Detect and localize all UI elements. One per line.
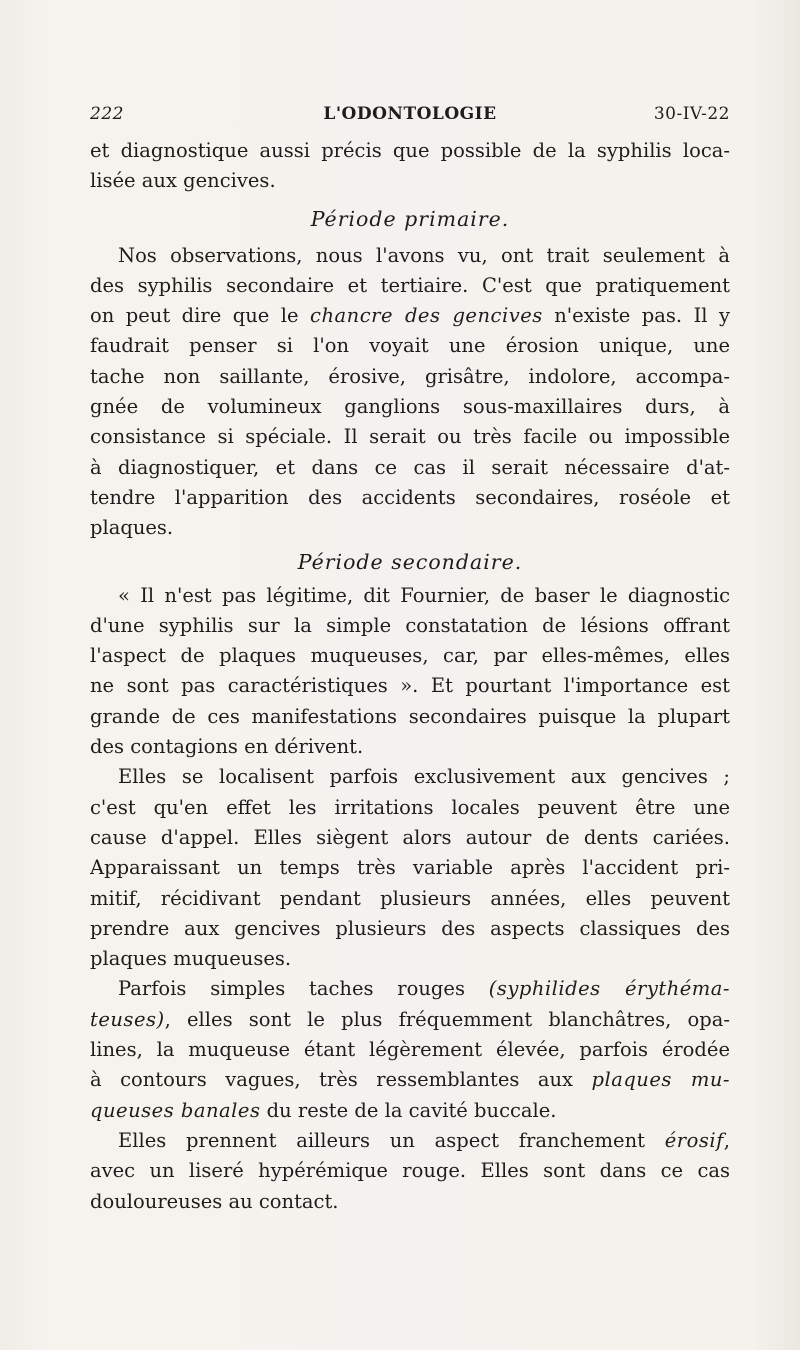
text-line: lisée aux gencives. [90,169,276,193]
text-line: des syphilis secondaire et tertiaire. C'est que pratiquement [90,273,730,297]
italic-term: (syphilides érythéma- [488,977,730,1001]
text-line: avec un liseré hypérémique rouge. Elles sont dans ce cas [90,1159,730,1183]
text-line: faudrait penser si l'on voyait une érosion unique, une [90,334,730,358]
text-line: « Il n'est pas légitime, dit Fournier, de baser le diagnostic [118,583,730,607]
text-line: à diagnostiquer, et dans ce cas il serait nécessaire d'at- [90,455,730,479]
text-line: Elles se localisent parfois exclusivement aux gencives ; [118,765,730,789]
text-line [90,1096,730,1126]
italic-term: érosif [664,1128,724,1152]
text-line: tendre l'apparition des accidents secondaires, roséole et [90,485,730,509]
section-heading-secondary: Période secondaire. [297,549,523,574]
text-line: douloureuses au contact. [90,1189,339,1213]
section-heading-primary: Période primaire. [310,206,510,231]
text-line [90,1126,730,1156]
text-span: du reste de la cavité buccale. [260,1098,557,1122]
issue-date: 30-IV-22 [653,104,730,124]
text-span: , elles sont le plus fréquemment blanchâtres, opa- [164,1007,730,1031]
text-span: Parfois simples taches rouges [118,977,489,1001]
text-line: plaques. [90,516,174,540]
text-line: Apparaissant un temps très variable après l'accident pri- [90,856,730,880]
text-span: , [723,1128,730,1152]
text-line: grande de ces manifestations secondaires puisque la plupart [90,704,730,728]
text-line [90,301,730,331]
text-line: consistance si spéciale. Il serait ou très facile ou impossible [90,425,730,449]
text-span: Elles prennent ailleurs un aspect franchement [118,1128,665,1152]
text-line: l'aspect de plaques muqueuses, car, par elles-mêmes, elles [90,644,730,668]
text-line: prendre aux gencives plusieurs des aspects classiques des [90,916,730,940]
running-title: L'ODONTOLOGIE [323,104,497,124]
text-line: lines, la muqueuse étant légèrement élevée, parfois érodée [90,1038,730,1062]
text-line: ne sont pas caractéristiques ». Et pourtant l'importance est [90,674,730,698]
text-line: mitif, récidivant pendant plusieurs années, elles peuvent [90,886,730,910]
body-text [90,136,730,1217]
text-span: à contours vagues, très ressemblantes aux [90,1068,592,1092]
page-number: 222 [90,104,124,124]
italic-term: queuses banales [90,1098,261,1122]
text-line: c'est qu'en effet les irritations locales peuvent être une [90,795,730,819]
text-line [90,1005,730,1035]
text-line: d'une syphilis sur la simple constatation de lésions offrant [90,613,730,637]
text-span: on peut dire que le [90,304,311,328]
text-line: cause d'appel. Elles siègent alors autour de dents cariées. [90,825,730,849]
text-span: n'existe pas. Il y [542,304,730,328]
text-line: Nos observations, nous l'avons vu, ont trait seulement à [118,243,730,267]
text-line [90,1065,730,1095]
text-line: des contagions en dérivent. [90,735,364,759]
text-line [90,974,730,1004]
text-line: tache non saillante, érosive, grisâtre, indolore, accompa- [90,364,730,388]
italic-term: chancre des gencives [310,304,543,328]
italic-term: teuses) [90,1007,165,1031]
text-line: plaques muqueuses. [90,947,292,971]
text-line: et diagnostique aussi précis que possible de la syphilis loca- [90,139,730,162]
italic-term: plaques mu- [591,1068,730,1092]
text-line: gnée de volumineux ganglions sous-maxillaires durs, à [90,395,730,419]
running-header [90,104,730,132]
